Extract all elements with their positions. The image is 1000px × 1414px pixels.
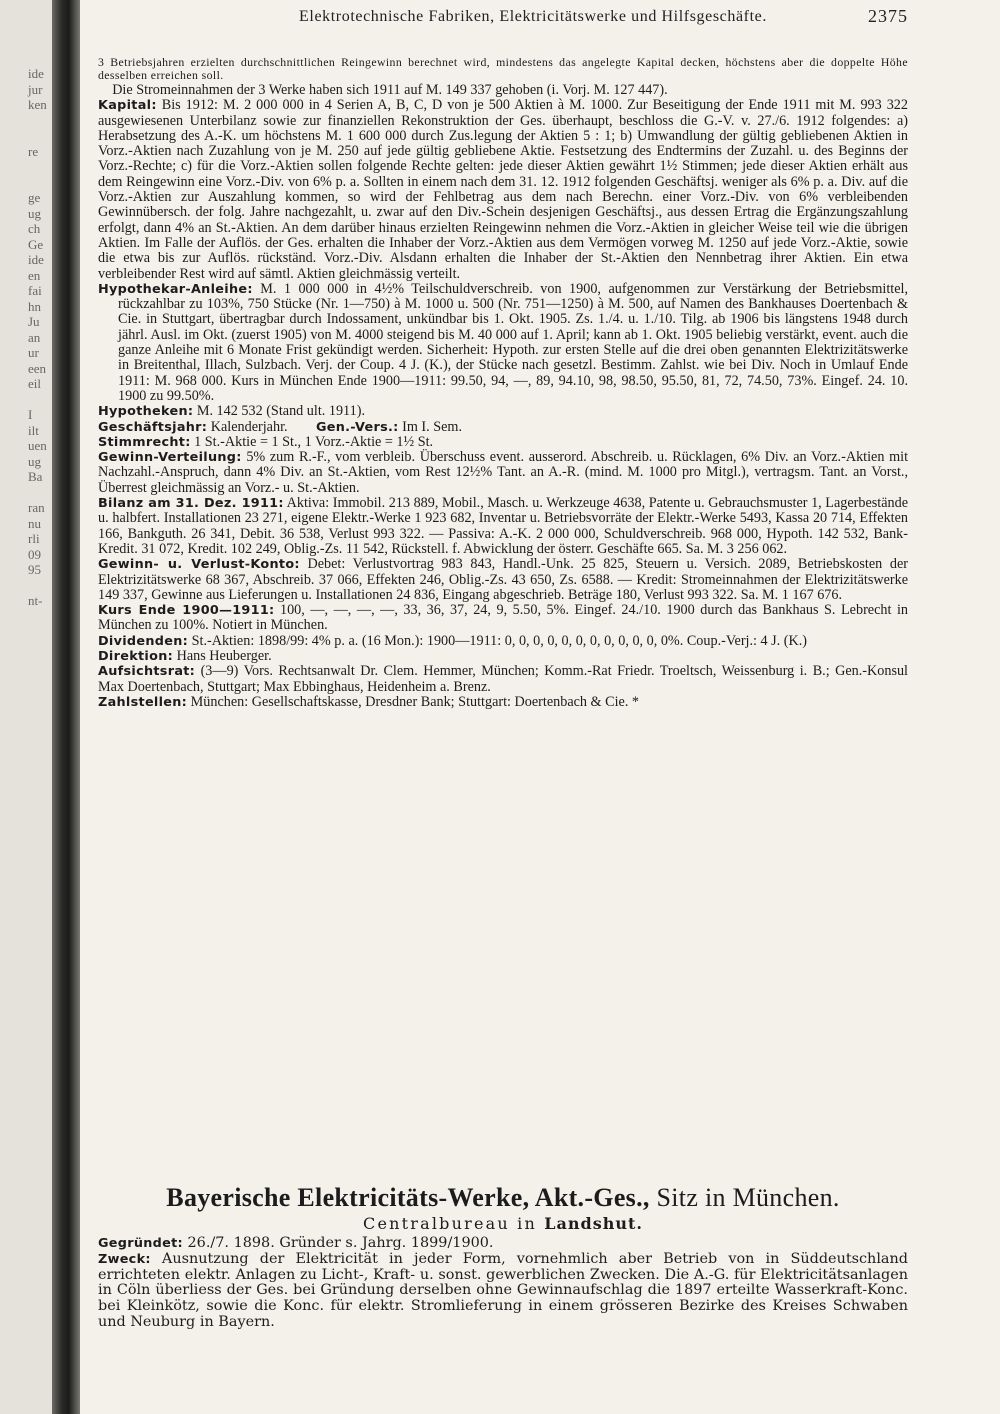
margin-fragment: ch [28,221,41,236]
dividenden-label: Dividenden: [98,633,189,649]
margin-fragment: ide [28,252,44,267]
hypothekar-anleihe-text: M. 1 000 000 in 4½% Teilschuldverschreib. von 1900, aufgenommen zur Verstärkung der Betriebsmittel, rückzahlbar zu 103%, 750 Stücke (Nr. 1—750) à M. 1000 u. 500 (Nr. 751—1250) à M. 500, auf Namen des Bankhauses Doertenbach & Cie. in Stuttgart, übertragbar durch Indossament, unkündbar bis 1. Okt. 1905. Zs. 1./4. u. 1./10. Tilg. ab 1906 bis längstens 1948 durch jährl. Ausl. im Okt. (zuerst 1905) von M. 4000 steigend bis M. 40 000 auf 1. April; kann ab 1. Okt. 1905 beliebig verstärkt, event. auch die ganze Anleihe mit 6 Monate Frist gekündigt werden. Sicherheit: Hypoth. zur ersten Stelle auf die drei oben genannten Elektrizitätswerke in Breitenthal, Illach, Sulzbach. Verj. der Coup. 4 J. (K.), der Stücke nach gesetzl. Bestimm. Zahlst. wie bei Div. Noch in Umlauf Ende 1911: M. 968 000. Kurs in München Ende 1900—1911: 99.50, 94, —, 89, 94.10, 98, 98.50, 95.50, 81, 72, 74.50, 73%. Eingef. 24. 10. 1900 zu 99.50%. [118,280,908,404]
margin-fragment: ide [28,66,44,81]
margin-fragment: hn [28,298,41,314]
margin-fragment [0,175,52,191]
zweck-label: Zweck: [98,1251,151,1267]
company-seat: Sitz in München. [656,1183,840,1212]
page-number: 2375 [868,6,908,26]
margin-fragment: een [28,360,47,376]
direktion-label: Direktion: [98,648,174,664]
zweck-section: Zweck: Ausnutzung der Elektricität in jeder Form, vornehmlich aber Betrieb von in Süddeutschland errichteten elektr. Anlagen zu Licht-, Kraft- u. sonst. gewerblichen Zwecken. Die A.-G. für Elektricitätsanlagen in Cöln überliess der Ges. bei Gründung derselben ohne Gewinnaufschlag die 1897 erteilte Wasserkraft-Konc. bei Kleinkötz, sowie die Konc. für elektr. Stromlieferung in einem grösseren Bezirke des Kreises Schwaben und Neuburg in Bayern. [98,1250,908,1330]
stimmrecht-section: Stimmrecht: 1 St.-Aktie = 1 St., 1 Vorz.-Aktie = 1½ St. [98,433,434,450]
margin-fragment: an [28,329,41,345]
margin-fragment: ken [28,97,47,112]
article-body [98,56,908,710]
margin-fragment: ug [28,453,41,469]
zahlstellen-label: Zahlstellen: [98,694,188,710]
hypothekar-anleihe-section [98,282,908,404]
margin-fragment: ilt [28,422,39,438]
guv-section: Gewinn- u. Verlust-Konto: Debet: Verlustvortrag 983 843, Handl.-Unk. 25 825, Steuern u. Versich. 2089, Betriebskosten der Elektrizitätswerke 68 367, Abschreib. 37 066, Effekten 246, Oblig.-Zs. 43 650, Zs. 6588. — Kredit: Stromeinnahmen der Elektrizitätswerke 149 337, Gewinne aus Lieferungen u. Installationen 24 836, Eingang abgeschrieb. Beträge 180, Verlust 993 322. Sa. M. 1 167 676. [98,556,909,603]
hypothekar-anleihe-label: Hypothekar-Anleihe: [98,281,253,297]
running-header [98,8,908,34]
margin-fragment: en [28,267,41,283]
bilanz-section: Bilanz am 31. Dez. 1911: Aktiva: Immobil. 213 889, Mobil., Masch. u. Werkzeuge 4638, Patente u. Gebrauchsmuster 1, Lagerbestände u. halbfert. Installationen 23 271, eigene Elektr.-Werke 1 923 682, Inventar u. Betriebsvorräte der Elektr.-Werke 5493, Kassa 20 714, Effekten 166, Bankguth. 26 341, Debit. 36 538, Verlust 993 322. — Passiva: A.-K. 2 000 000, Schuldverschreib. 968 000, Hypoth. 142 532, Bank-Kredit. 31 072, Kredit. 102 249, Oblig.-Zs. 11 542, Rückstell. f. Abwicklung der österr. Geschäfte 665. Sa. M. 3 256 062. [98,495,909,557]
company-title [98,1183,908,1213]
direktion-section: Direktion: Hans Heuberger. [98,647,272,664]
margin-fragment: jur [28,81,43,97]
margin-fragment: Ba [28,469,43,484]
hypotheken-section: Hypotheken: M. 142 532 (Stand ult. 1911). [98,403,365,420]
margin-fragment: nt- [28,593,43,608]
margin-fragment: 95 [28,562,41,577]
document-page [98,0,908,1414]
adjacent-page-margin [0,0,52,1414]
stromeinnahmen-paragraph: Die Stromeinnahmen der 3 Werke haben sich 1911 auf M. 149 337 gehoben (i. Vorj. M. 127 447). [112,82,668,98]
kurs-label: Kurs Ende 1900—1911: [98,603,275,619]
book-spine [52,0,80,1414]
dividenden-section: Dividenden: St.-Aktien: 1898/99: 4% p. a. (16 Mon.): 1900—1911: 0, 0, 0, 0, 0, 0, 0, 0, 0, 0, 0, 0%. Coup.-Verj.: 4 J. (K.) [98,632,808,649]
central-city: Landshut. [544,1214,643,1233]
intro-paragraph: 3 Betriebsjahren erzielten durchschnittlichen Reingewinn berechnet wird, mindestens das angelegte Kapital decken, höchstens aber die doppelte Höhe desselben erreichen soll. [98,55,908,82]
hypotheken-label: Hypotheken: [98,404,194,420]
margin-fragment: uen [28,438,47,453]
kapital-section [98,98,908,282]
guv-label: Gewinn- u. Verlust-Konto: [98,557,300,573]
kapital-label: Kapital: [98,98,157,114]
margin-fragment: Ju [28,314,40,329]
margin-fragment: ge [28,190,41,205]
margin-fragment: nu [28,515,41,531]
aufsichtsrat-section: Aufsichtsrat: (3—9) Vors. Rechtsanwalt Dr. Clem. Hemmer, München; Komm.-Rat Friedr. Troeltsch, Weissenburg i. B.; Gen.-Konsul Max Doertenbach, Stuttgart; Max Ebbinghaus, Heidenheim a. Brenz. [98,663,909,695]
margin-fragment [0,578,52,594]
margin-fragment: ur [28,345,39,360]
aufsichtsrat-label: Aufsichtsrat: [98,664,196,680]
company-entry [98,1183,908,1331]
kurs-section: Kurs Ende 1900—1911: 100, —, —, —, —, 33, 36, 37, 24, 9, 5.50, 5%. Eingef. 24./10. 1900 durch das Bankhaus S. Lebrecht in München zu 100%. Notiert in München. [98,602,908,634]
gegruendet-label: Gegründet: [98,1236,183,1251]
stimmrecht-label: Stimmrecht: [98,434,191,450]
geschaeftsjahr-section: Geschäftsjahr: Kalenderjahr. Gen.-Vers.: Im I. Sem. [98,418,463,435]
central-bureau: Centralbureau in Landshut. [363,1214,643,1233]
margin-fragment: fai [28,283,42,298]
margin-fragment: re [28,143,39,159]
margin-fragment [0,392,52,408]
margin-fragment: Ge [28,236,44,252]
zahlstellen-section: Zahlstellen: München: Gesellschaftskasse, Dresdner Bank; Stuttgart: Doertenbach & Cie. * [98,693,640,710]
margin-fragment [0,485,52,501]
gewinn-verteilung-label: Gewinn-Verteilung: [98,450,242,466]
bilanz-label: Bilanz am 31. Dez. 1911: [98,496,284,512]
margin-fragment: ran [28,500,45,515]
margin-fragment: rli [28,531,40,546]
margin-fragment: I [28,407,33,422]
geschaeftsjahr-label: Geschäftsjahr: [98,419,208,435]
gen-vers-label: Gen.-Vers.: [315,419,399,435]
company-name: Bayerische Elektricitäts-Werke, Akt.-Ges., [166,1183,650,1212]
header-title: Elektrotechnische Fabriken, Elektricitätswerke und Hilfsgeschäfte. [299,8,767,25]
kapital-text: Bis 1912: M. 2 000 000 in 4 Serien A, B, C, D von je 500 Aktien à M. 1000. Zur Beseitigung der Ende 1911 mit M. 993 322 ausgewiesenen Unterbilanz sowie zur finanziellen Rekonstruktion der Ges. überhaupt, beschloss die G.-V. v. 27./6. 1912 folgendes: a) Herabsetzung des A.-K. um höchstens M. 1 600 000 durch Zus.legung der Aktien 5 : 1; b) Umwandlung der gültig gebliebenen Aktien in Vorz.-Aktien nach Zuzahlung von je M. 250 auf jede gültig gebliebene Aktie. Festsetzung des Endtermins der Zuzahl. u. des Beginns der Vorz.-Rechte; c) für die Vorz.-Aktien sollen folgende Rechte gelten: jede dieser Aktien gewährt 1½ Stimmen; jede dieser Aktien erhält aus dem Reingewinn eine Vorz.-Div. von 6% p. a. Sollten in einem nach dem 31. 12. 1912 folgenden Geschäftsj. weniger als 6% p. a. Div. auf die Vorz.-Aktien zur Auszahlung kommen, so wird der Fehlbetrag aus dem nach Berechn. einer Vorz.-Div. von 6% verbleibenden Gewinnübersch. der folg. Jahre nachgezahlt, u. zwar auf den Div.-Schein desjenigen Geschäftsj., aus dessen Ertrag die Ergänzungszahlung erfolgt, dann 4% an St.-Aktien. An dem darüber hinaus erzielten Reingewinn nehmen die Vorz.-Aktien in gleicher Weise teil wie die übrigen Aktien. Im Falle der Auflös. der Ges. erhalten die Inhaber der Vorz.-Aktien aus dem Vermögen vorweg M. 1250 auf jede Vorz.-Aktie, sowie die etwa bis zur Auflös. rückständ. Vorz.-Div. Alsdann erhalten die Inhaber der St.-Aktien den Nennbetrag ihrer Aktien. Ein etwa verbleibender Rest wird auf sämtl. Aktien gleichmässig verteilt. [98,97,908,282]
margin-fragment [0,113,52,129]
margin-fragment: eil [28,376,41,391]
margin-fragment: 09 [28,546,41,562]
margin-fragment: ug [28,205,41,221]
margin-fragment [0,159,52,175]
gegruendet-section: Gegründet: 26./7. 1898. Gründer s. Jahrg. 1899/1900. [98,1235,494,1251]
margin-fragment [0,128,52,144]
gewinn-verteilung-section: Gewinn-Verteilung: 5% zum R.-F., vom verbleib. Überschuss event. ausserord. Abschreib. u. Rücklagen, 6% Div. an Vorz.-Aktien mit Nachzahl.-Anspruch, dann 4% Div. an St.-Aktien, vom Rest 12½% Tant. an A.-R. (mind. M. 1000 pro Mitgl.), vertragsm. Tant. an Vorst., Überrest gleichmässig an Vorz.- u. St.-Aktien. [98,449,909,496]
